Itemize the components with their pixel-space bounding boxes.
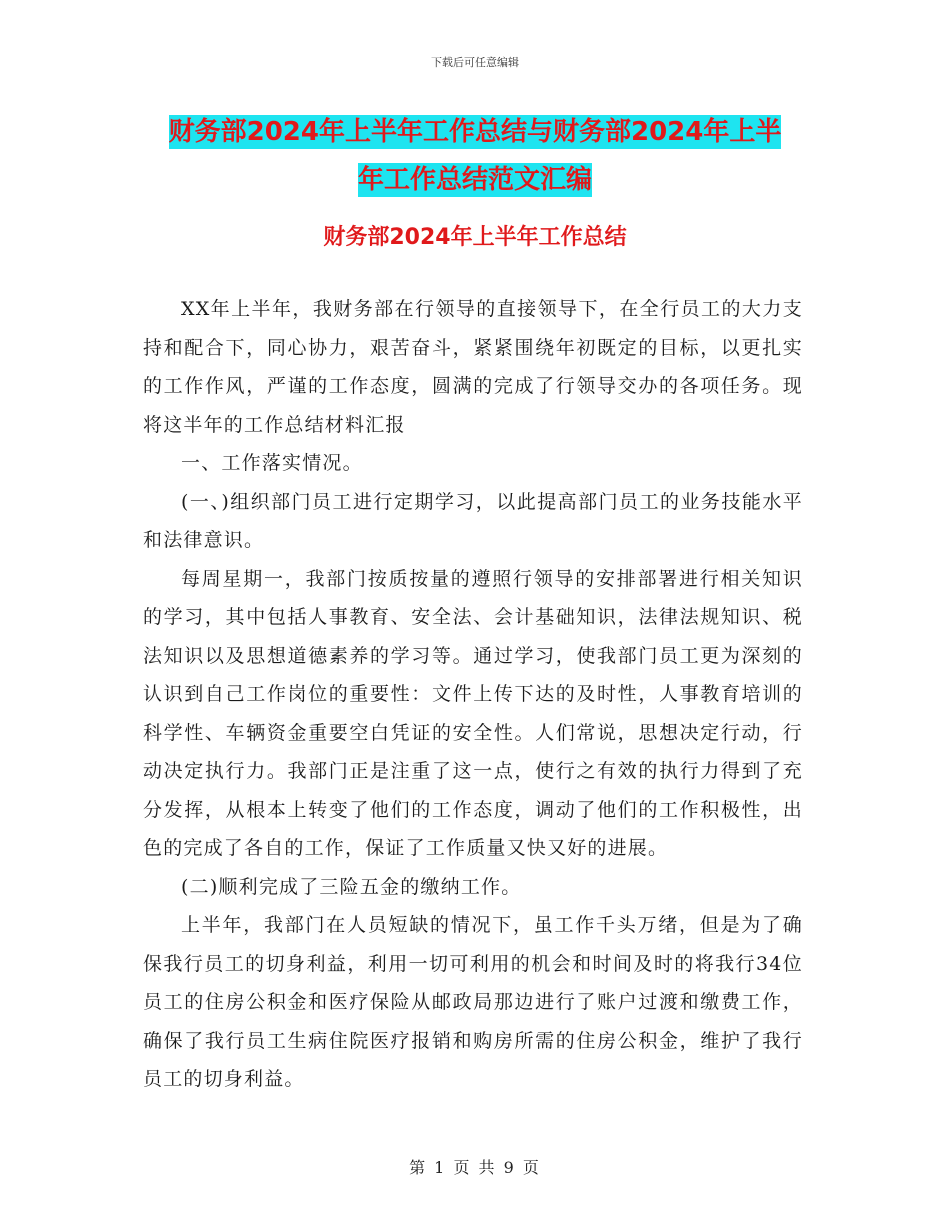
heading-work-implementation: 一、工作落实情况。 bbox=[181, 452, 363, 474]
section-title: 财务部2024年上半年工作总结 bbox=[323, 225, 627, 250]
heading-insurance-payment: (二)顺利完成了三险五金的缴纳工作。 bbox=[181, 875, 522, 898]
paragraph-weekly-study: 每周星期一，我部门按质按量的遵照行领导的安排部署进行相关知识的学习，其中包括人事教育、安全法、会计基础知识，法律法规知识、税法知识以及思想道德素养的学习等。通过学习，使我部门员工更为深刻的认识到自己工作岗位的重要性：文件上传下达的及时性，人事教育培训的科学性、车辆资金重要空白凭证的安全性。人们常说，思想决定行动，行动决定执行力。我部门正是注重了这一点，使行之有效的执行力得到了充分发挥，从根本上转变了他们的工作态度，调动了他们的工作积极性，出色的完成了各自的工作，保证了工作质量又快又好的进展。 bbox=[143, 567, 803, 859]
paragraph-insurance: 上半年，我部门在人员短缺的情况下，虽工作千头万绪，但是为了确保我行员工的切身利益，利用一切可利用的机会和时间及时的将我行34位员工的住房公积金和医疗保险从邮政局那边进行了账户过渡和缴费工作，确保了我行员工生病住院医疗报销和购房所需的住房公积金，维护了我行员工的切身利益。 bbox=[143, 914, 803, 1090]
heading-regular-study: (一、)组织部门员工进行定期学习，以此提高部门员工的业务技能水平和法律意识。 bbox=[143, 490, 803, 551]
page-number-footer: 第 1 页 共 9 页 bbox=[409, 1158, 541, 1177]
page-header-note: 下载后可任意编辑 bbox=[431, 56, 519, 69]
document-title bbox=[140, 108, 810, 204]
paragraph-intro: XX年上半年，我财务部在行领导的直接领导下，在全行员工的大力支持和配合下，同心协力，艰苦奋斗，紧紧围绕年初既定的目标，以更扎实的工作作风，严谨的工作态度，圆满的完成了行领导交办的各项任务。现将这半年的工作总结材料汇报 bbox=[143, 298, 803, 436]
title-line-2: 年工作总结范文汇编 bbox=[357, 165, 592, 195]
document-body bbox=[143, 290, 803, 1099]
title-line-1: 财务部2024年上半年工作总结与财务部2024年上半 bbox=[168, 117, 782, 147]
